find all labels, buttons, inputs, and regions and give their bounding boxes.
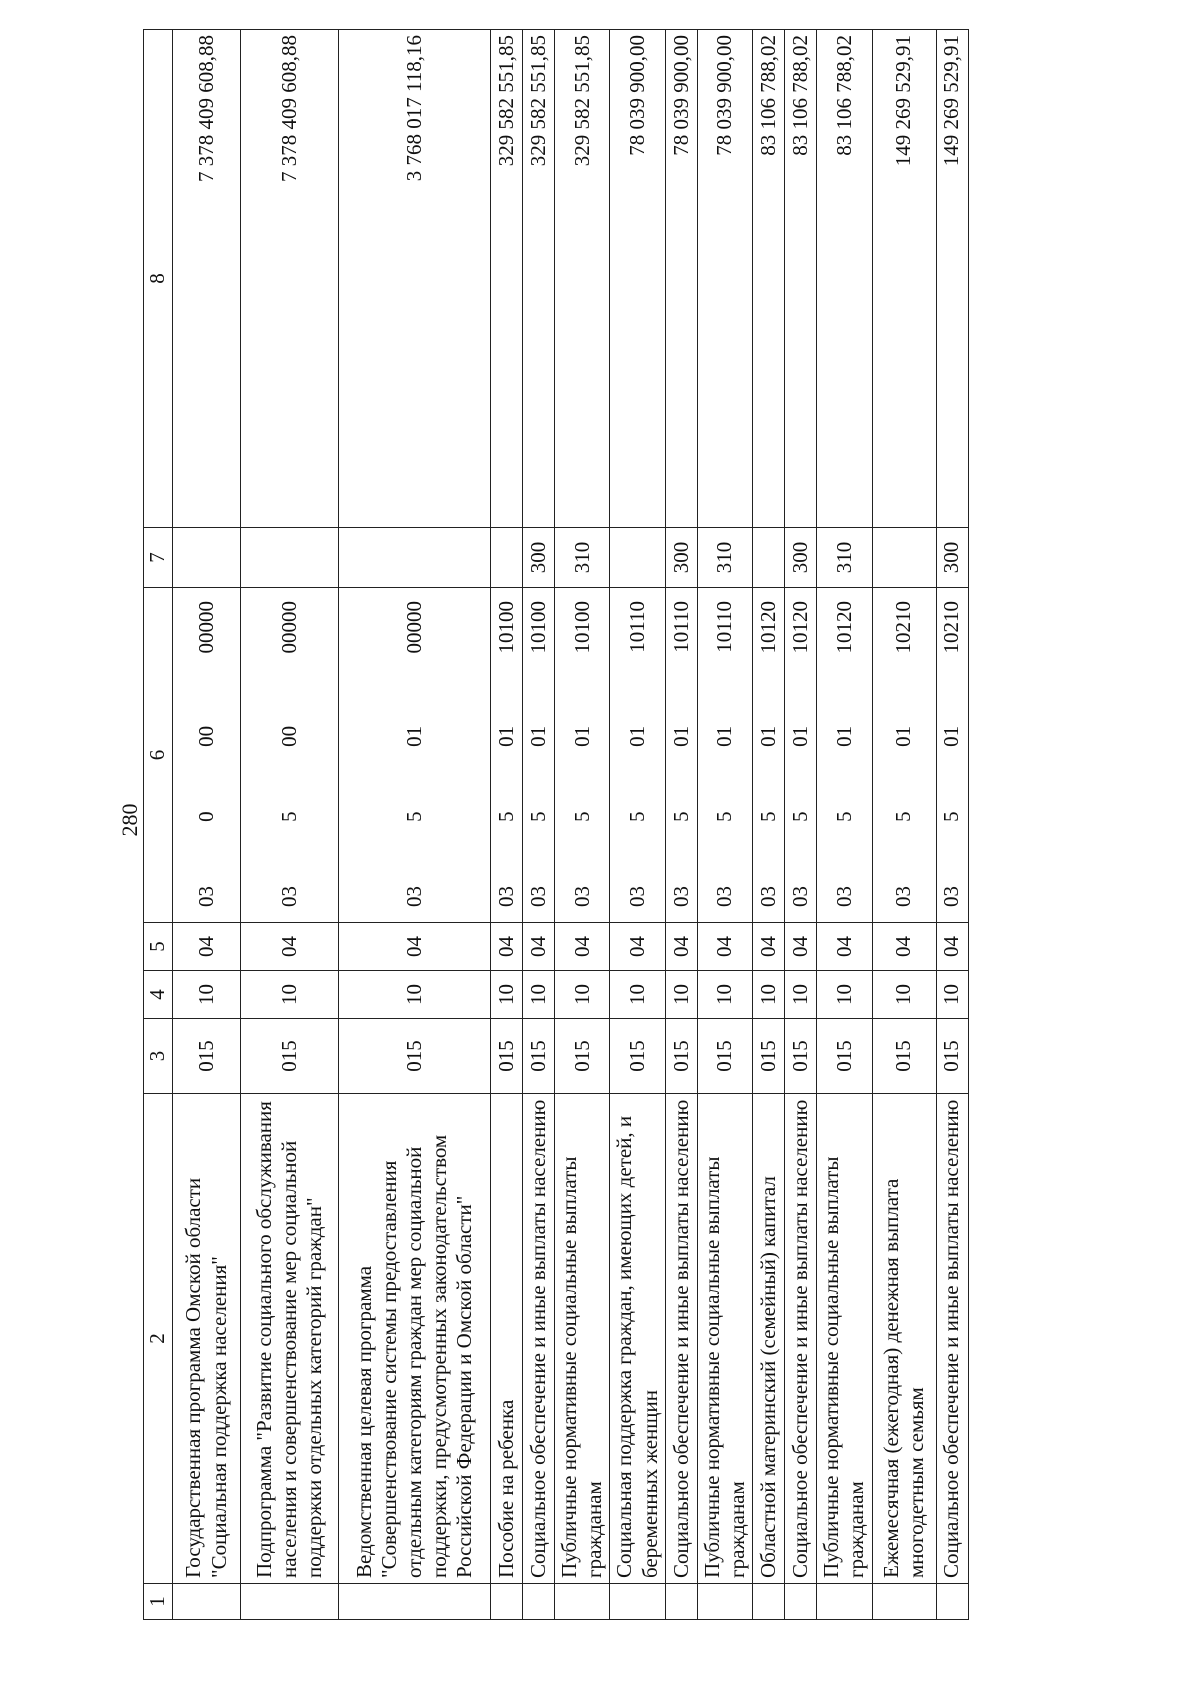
code-cell: 015: [785, 1019, 817, 1094]
code-cell: 015: [817, 1019, 872, 1094]
subsection-cell: 04: [523, 923, 555, 971]
expense-type-cell: 310: [817, 528, 872, 588]
target-article-part: 10100: [569, 601, 594, 654]
subsection-cell: 04: [697, 923, 752, 971]
code-cell: 015: [753, 1019, 785, 1094]
target-article-cell: [491, 588, 523, 923]
code-cell: 015: [491, 1019, 523, 1094]
expense-type-cell: 310: [555, 528, 610, 588]
target-article-part: 5: [788, 811, 813, 822]
table-row: [523, 30, 555, 1620]
subsection-cell: 04: [555, 923, 610, 971]
target-article-part: 01: [756, 725, 781, 747]
code-cell: 015: [241, 1019, 339, 1094]
subsection-cell: 04: [339, 923, 491, 971]
target-article-part: 03: [493, 886, 518, 907]
target-article-part: 10110: [712, 601, 737, 653]
section-cell: 10: [173, 971, 241, 1019]
section-cell: 10: [241, 971, 339, 1019]
target-article-part: 10120: [831, 601, 856, 654]
header-row: [144, 30, 173, 1620]
amount-cell: 3 768 017 118,16: [339, 30, 491, 528]
target-article-part: 03: [756, 886, 781, 907]
amount-cell: 78 039 900,00: [697, 30, 752, 528]
target-article-parts: [277, 593, 302, 917]
target-article-part: 5: [493, 811, 518, 822]
table-row: [555, 30, 610, 1620]
header-cell: 5: [144, 923, 173, 971]
row-number-cell: [339, 1584, 491, 1620]
code-cell: 015: [697, 1019, 752, 1094]
target-article-part: 10100: [525, 601, 550, 654]
target-article-parts: [494, 593, 519, 917]
target-article-cell: [173, 588, 241, 923]
target-article-parts: [939, 593, 964, 917]
target-article-part: 5: [668, 811, 693, 822]
row-number-cell: [173, 1584, 241, 1620]
target-article-part: 5: [276, 811, 301, 822]
target-article-cell: [697, 588, 752, 923]
target-article-part: 01: [668, 725, 693, 747]
item-name-cell: Социальное обеспечение и иные выплаты населению: [665, 1094, 697, 1584]
target-article-cell: [785, 588, 817, 923]
row-number-cell: [785, 1584, 817, 1620]
target-article-parts: [194, 593, 219, 917]
target-article-parts: [712, 593, 737, 917]
expense-type-cell: [753, 528, 785, 588]
target-article-part: 03: [712, 886, 737, 907]
item-name-cell: Социальное обеспечение и иные выплаты населению: [523, 1094, 555, 1584]
target-article-part: 00000: [193, 601, 218, 654]
expense-type-cell: 300: [936, 528, 968, 588]
table-row: [491, 30, 523, 1620]
row-number-cell: [817, 1584, 872, 1620]
header-cell: 7: [144, 528, 173, 588]
code-cell: 015: [936, 1019, 968, 1094]
target-article-part: 01: [525, 725, 550, 747]
target-article-cell: [523, 588, 555, 923]
subsection-cell: 04: [785, 923, 817, 971]
table-row: [339, 30, 491, 1620]
row-number-cell: [697, 1584, 752, 1620]
target-article-part: 01: [891, 725, 916, 747]
target-article-part: 10110: [668, 601, 693, 653]
target-article-parts: [625, 593, 650, 917]
target-article-part: 5: [712, 811, 737, 822]
amount-cell: 83 106 788,02: [817, 30, 872, 528]
section-cell: 10: [872, 971, 936, 1019]
target-article-cell: [241, 588, 339, 923]
header-cell: 2: [144, 1094, 173, 1584]
item-name-cell: Подпрограмма "Развитие социального обслуживания населения и совершенствование мер социальной поддержки отдельных категорий граждан": [241, 1094, 339, 1584]
target-article-part: 5: [939, 811, 964, 822]
table-row: [610, 30, 665, 1620]
target-article-part: 10100: [493, 601, 518, 654]
code-cell: 015: [610, 1019, 665, 1094]
subsection-cell: 04: [872, 923, 936, 971]
target-article-part: 01: [401, 725, 426, 747]
section-cell: 10: [753, 971, 785, 1019]
header-cell: 4: [144, 971, 173, 1019]
target-article-part: 03: [276, 886, 301, 907]
table-row: [173, 30, 241, 1620]
target-article-cell: [936, 588, 968, 923]
expense-type-cell: [491, 528, 523, 588]
target-article-cell: [555, 588, 610, 923]
header-cell: 3: [144, 1019, 173, 1094]
header-cell: 1: [144, 1584, 173, 1620]
subsection-cell: 04: [241, 923, 339, 971]
section-cell: 10: [936, 971, 968, 1019]
table-row: [665, 30, 697, 1620]
target-article-part: 10110: [624, 601, 649, 653]
section-cell: 10: [697, 971, 752, 1019]
row-number-cell: [665, 1584, 697, 1620]
section-cell: 10: [339, 971, 491, 1019]
target-article-part: 03: [193, 886, 218, 907]
subsection-cell: 04: [753, 923, 785, 971]
row-number-cell: [555, 1584, 610, 1620]
target-article-part: 5: [831, 811, 856, 822]
expense-type-cell: [610, 528, 665, 588]
target-article-part: 03: [891, 886, 916, 907]
item-name-cell: Ведомственная целевая программа "Совершенствование системы предоставления отдельным категориям граждан мер социальной поддержки, предусмотренных законодательством Российской Федерации и Омской области": [339, 1094, 491, 1584]
item-name-cell: Социальное обеспечение и иные выплаты населению: [785, 1094, 817, 1584]
target-article-cell: [339, 588, 491, 923]
item-name-cell: Социальная поддержка граждан, имеющих детей, и беременных женщин: [610, 1094, 665, 1584]
target-article-parts: [526, 593, 551, 917]
target-article-part: 10210: [939, 601, 964, 654]
target-article-part: 01: [939, 725, 964, 747]
budget-table: [143, 29, 969, 1620]
row-number-cell: [491, 1584, 523, 1620]
target-article-part: 10120: [788, 601, 813, 654]
target-article-cell: [610, 588, 665, 923]
row-number-cell: [872, 1584, 936, 1620]
amount-cell: 329 582 551,85: [555, 30, 610, 528]
code-cell: 015: [665, 1019, 697, 1094]
target-article-part: 0: [193, 811, 218, 822]
target-article-part: 10120: [756, 601, 781, 654]
subsection-cell: 04: [491, 923, 523, 971]
item-name-cell: Государственная программа Омской области "Социальная поддержка населения": [173, 1094, 241, 1584]
item-name-cell: Областной материнский (семейный) капитал: [753, 1094, 785, 1584]
expense-type-cell: [339, 528, 491, 588]
expense-type-cell: [872, 528, 936, 588]
target-article-part: 10210: [891, 601, 916, 654]
target-article-parts: [832, 593, 857, 917]
target-article-part: 03: [624, 886, 649, 907]
target-article-part: 01: [624, 725, 649, 747]
item-name-cell: Публичные нормативные социальные выплаты гражданам: [697, 1094, 752, 1584]
target-article-part: 03: [525, 886, 550, 907]
target-article-part: 03: [939, 886, 964, 907]
item-name-cell: Публичные нормативные социальные выплаты гражданам: [817, 1094, 872, 1584]
target-article-cell: [753, 588, 785, 923]
amount-cell: 78 039 900,00: [610, 30, 665, 528]
subsection-cell: 04: [173, 923, 241, 971]
subsection-cell: 04: [936, 923, 968, 971]
target-article-part: 03: [831, 886, 856, 907]
target-article-part: 01: [831, 725, 856, 747]
item-name-cell: Пособие на ребенка: [491, 1094, 523, 1584]
target-article-part: 00: [276, 725, 301, 747]
section-cell: 10: [610, 971, 665, 1019]
target-article-cell: [817, 588, 872, 923]
table-row: [936, 30, 968, 1620]
row-number-cell: [241, 1584, 339, 1620]
expense-type-cell: 300: [523, 528, 555, 588]
section-cell: 10: [523, 971, 555, 1019]
section-cell: 10: [555, 971, 610, 1019]
expense-type-cell: [241, 528, 339, 588]
item-name-cell: Социальное обеспечение и иные выплаты населению: [936, 1094, 968, 1584]
target-article-part: 5: [624, 811, 649, 822]
code-cell: 015: [523, 1019, 555, 1094]
row-number-cell: [753, 1584, 785, 1620]
target-article-cell: [665, 588, 697, 923]
table-row: [753, 30, 785, 1620]
page-number: 280: [117, 803, 142, 837]
target-article-part: 03: [668, 886, 693, 907]
item-name-cell: Публичные нормативные социальные выплаты гражданам: [555, 1094, 610, 1584]
row-number-cell: [523, 1584, 555, 1620]
table-row: [697, 30, 752, 1620]
expense-type-cell: 300: [665, 528, 697, 588]
target-article-part: 03: [788, 886, 813, 907]
row-number-cell: [936, 1584, 968, 1620]
target-article-part: 00000: [276, 601, 301, 654]
table-row: [817, 30, 872, 1620]
expense-type-cell: 310: [697, 528, 752, 588]
code-cell: 015: [173, 1019, 241, 1094]
target-article-parts: [669, 593, 694, 917]
section-cell: 10: [785, 971, 817, 1019]
rotated-content: [110, 30, 1110, 1620]
table-body: [173, 30, 969, 1620]
target-article-part: 00000: [401, 601, 426, 654]
amount-cell: 329 582 551,85: [523, 30, 555, 528]
subsection-cell: 04: [610, 923, 665, 971]
header-cell: 8: [144, 30, 173, 528]
target-article-parts: [570, 593, 595, 917]
target-article-part: 00: [193, 725, 218, 747]
target-article-cell: [872, 588, 936, 923]
target-article-part: 5: [569, 811, 594, 822]
row-number-cell: [610, 1584, 665, 1620]
target-article-parts: [756, 593, 781, 917]
section-cell: 10: [665, 971, 697, 1019]
amount-cell: 7 378 409 608,88: [241, 30, 339, 528]
amount-cell: 78 039 900,00: [665, 30, 697, 528]
section-cell: 10: [491, 971, 523, 1019]
target-article-part: 03: [401, 886, 426, 907]
target-article-part: 01: [788, 725, 813, 747]
expense-type-cell: 300: [785, 528, 817, 588]
target-article-part: 01: [712, 725, 737, 747]
item-name-cell: Ежемесячная (ежегодная) денежная выплата многодетным семьям: [872, 1094, 936, 1584]
table-row: [872, 30, 936, 1620]
target-article-part: 5: [756, 811, 781, 822]
target-article-part: 5: [401, 811, 426, 822]
expense-type-cell: [173, 528, 241, 588]
section-cell: 10: [817, 971, 872, 1019]
amount-cell: 83 106 788,02: [753, 30, 785, 528]
target-article-parts: [891, 593, 916, 917]
subsection-cell: 04: [665, 923, 697, 971]
table-row: [785, 30, 817, 1620]
code-cell: 015: [872, 1019, 936, 1094]
target-article-parts: [788, 593, 813, 917]
header-cell: 6: [144, 588, 173, 923]
amount-cell: 83 106 788,02: [785, 30, 817, 528]
amount-cell: 329 582 551,85: [491, 30, 523, 528]
target-article-part: 01: [569, 725, 594, 747]
target-article-part: 5: [525, 811, 550, 822]
amount-cell: 149 269 529,91: [872, 30, 936, 528]
subsection-cell: 04: [817, 923, 872, 971]
target-article-parts: [402, 593, 427, 917]
amount-cell: 149 269 529,91: [936, 30, 968, 528]
code-cell: 015: [555, 1019, 610, 1094]
code-cell: 015: [339, 1019, 491, 1094]
target-article-part: 03: [569, 886, 594, 907]
table-row: [241, 30, 339, 1620]
target-article-part: 01: [493, 725, 518, 747]
amount-cell: 7 378 409 608,88: [173, 30, 241, 528]
target-article-part: 5: [891, 811, 916, 822]
